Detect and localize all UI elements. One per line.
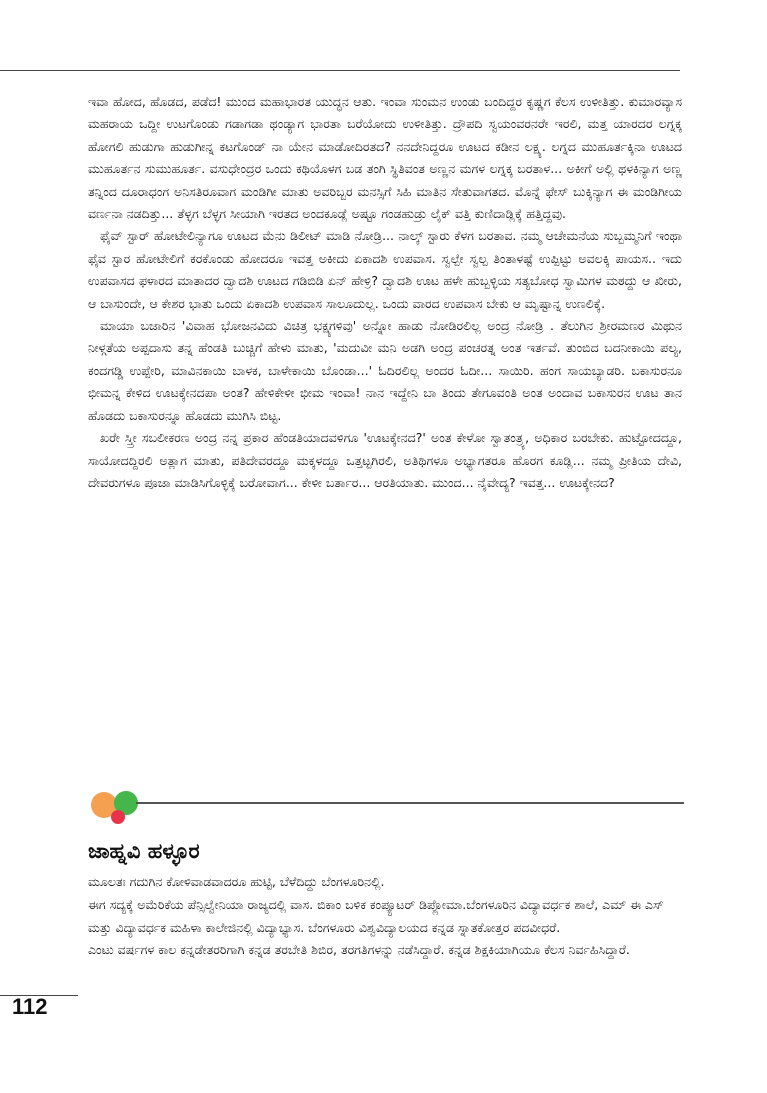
top-rule — [0, 70, 680, 71]
bio-line: ಈಗ ಸದ್ಯಕ್ಕೆ ಅಮೆರಿಕೆಯ ಪೆನ್ಸಿಲ್ವೇನಿಯಾ ರಾಜ್ಯದಲ್ಲಿ ವಾಸ. ಬಿಕಾಂ ಬಳಿಕ ಕಂಪ್ಯೂಟರ್ ಡಿಪ್ಲೋಮಾ.ಬೆಂಗಳೂರಿನ ವಿದ್ಯಾವರ್ಧಕ ಶಾಲೆ, ಎಮ್ ಈ ಎಸ್ ಮತ್ತು ವಿದ್ಯಾವರ್ಧಕ ಮಹಿಳಾ ಕಾಲೇಜಿನಲ್ಲಿ ವಿದ್ಯಾಭ್ಯಾಸ. ಬೆಂಗಳೂರು ವಿಶ್ವವಿದ್ಯಾಲಯದ ಕನ್ನಡ ಸ್ನಾತಕೋತ್ತರ ಪದವೀಧರೆ. — [88, 896, 664, 935]
bio-line: ಮೂಲತಃ ಗದುಗಿನ ಕೋಳಿವಾಡವಾದರೂ ಹುಟ್ಟಿ, ಬೆಳೆದಿದ್ದು ಬೆಂಗಳೂರಿನಲ್ಲಿ. — [88, 874, 385, 889]
author-bio — [88, 871, 682, 962]
author-name: ಜಾಹ್ನವಿ ಹಳ್ಳೂರ — [88, 839, 200, 863]
article-paragraph: ಮಾಯಾ ಬಜಾರಿನ 'ವಿವಾಹ ಭೋಜನವಿದು ವಿಚಿತ್ರ ಭಕ್ಷ್ಯಗಳಿವು' ಅನ್ನೋ ಹಾಡು ನೋಡಿರಲಿಲ್ಲ ಅಂದ್ರ ನೋಡ್ರಿ . ತೆಲುಗಿನ ಶ್ರೀರಮಣರ ಮಿಥುನ ನೀಳ್ಗತೆಯ ಅಪ್ಪದಾಸು ತನ್ನ ಹೆಂಡತಿ ಬುಚ್ಚಿಗೆ ಹೇಳು ಮಾತು, 'ಮದುವೀ ಮನಿ ಅಡಗಿ ಅಂದ್ರ ಪಂಚರತ್ನ ಅಂತ ಇರ್ತವೆ. ತುಂಬಿದ ಬದನೀಕಾಯಿ ಪಲ್ಯ, ಕಂದಗಡ್ಡಿ ಉಪ್ಪೇರಿ, ಮಾವಿನಕಾಯಿ ಬಾಳಕ, ಬಾಳೇಕಾಯಿ ಬೊಂಡಾ...' ಓದಿರಲಿಲ್ಲ ಅಂದರ ಓದೀ... ಸಾಯಿರಿ. ಹಂಗ ಸಾಯಬ್ಯಾಡರಿ. ಬಕಾಸುರನೂ ಭೀಮನ್ನ ಕೇಳಿದ ಊಟಕ್ಕೇನದಪಾ ಅಂತ? ಹೇಳಿಕೇಳೀ ಭೀಮ ಇಂವಾ! ನಾನ ಇದ್ದೇನಿ ಬಾ ತಿಂದು ತೇಗೂವಂತಿ ಅಂತ ಅಂದಾವ ಬಕಾಸುರನ ಊಟ ತಾನ ಹೊಡದು ಬಕಾಸುರನ್ನೂ ಹೊಡದು ಮುಗಿಸಿ ಬಿಟ್ಟ. — [88, 318, 682, 423]
article-paragraph: ಇವಾ ಹೋದ, ಹೊಡದ, ಪಡೆದ! ಮುಂದ ಮಹಾಭಾರತ ಯುದ್ಧನ ಆತು. ಇಂವಾ ಸುಂಮನ ಉಂಡು ಬಂದಿದ್ದರ ಕೃಷ್ಣಗ ಕೆಲಸ ಉಳೀತಿತ್ತು. ಕುಮಾರವ್ಯಾಸ ಮಹರಾಯ ಒದ್ದೀ ಉಟಗೊಂಡು ಗಡಾಗಡಾ ಥಂಡ್ಯಾಗ ಭಾರತಾ ಬರೆಯೋದು ಉಳೀತಿತ್ತು. ದ್ರೌಪದಿ ಸ್ವಯಂವರನರೇ ಇರಲಿ, ಮತ್ತ ಯಾರದರ ಲಗ್ನಕ್ಕ ಹೋಗಲಿ ಹುಡುಗಾ ಹುಡುಗೀನ್ನ ಕಟಗೊಂಡ್ ನಾ ಯೇನ ಮಾಡೋದಿರತದ? ನನದೇನಿದ್ದರೂ ಊಟದ ಕಡೀನ ಲಕ್ಷ್ಯ. ಲಗ್ನದ ಮುಹೂರ್ತಕ್ಕಿನಾ ಊಟದ ಮುಹೂರ್ತನ ಸುಮುಹೂರ್ತ. ವಸುಧೇಂದ್ರರ ಒಂದು ಕಥಿಯೊಳಗ ಬಡ ತಂಗಿ ಸ್ಥಿತಿವಂತ ಅಣ್ಣನ ಮಗಳ ಲಗ್ನಕ್ಕ ಬರತಾಳ... ಅಕೀಗೆ ಅಲ್ಲಿ ಥಳಕಿನ್ಯಾಗ ಅಣ್ಣ ತನ್ನಿಂದ ದೂರಾಧಂಗ ಅನಿಸತಿರೂವಾಗ ಮಂಡಿಗೀ ಮಾತು ಅವರಿಬ್ಬರ ಮನಸ್ಸಿಗೆ ಸಿಹಿ ಮಾತಿನ ಸೇತುವಾಗತದ. ಮೊನ್ನೆ ಫೇಸ್ ಬುಕ್ಕಿನ್ಯಾಗ ಈ ಮಂಡಿಗೀಯ ವರ್ಣನಾ ನಡದಿತ್ತು... ತೆಳ್ಳಗ ಬೆಳ್ಳಗ ಸೀಯಾಗಿ ಇರತದ ಅಂದಕೂಡ್ಲೆ ಅಷ್ಟೂ ಗಂಡಹುಡ್ರು ಲೈಕ್ ವತ್ತಿ ಕುಣಿದಾಡ್ಲಿಕ್ಕೆ ಹತ್ತಿದ್ದವು. — [88, 94, 682, 222]
article-body — [88, 91, 682, 494]
divider-line — [136, 802, 684, 804]
red-dot-icon — [111, 810, 125, 824]
bio-line: ಎಂಟು ವರ್ಷಗಳ ಕಾಲ ಕನ್ನಡೇತರರಿಗಾಗಿ ಕನ್ನಡ ತರಬೇತಿ ಶಿಬಿರ, ತರಗತಿಗಳನ್ನು ನಡೆಸಿದ್ದಾರೆ. ಕನ್ನಡ ಶಿಕ್ಷಕಿಯಾಗಿಯೂ ಕೆಲಸ ನಿರ್ವಹಿಸಿದ್ದಾರೆ. — [88, 942, 630, 958]
page-number: 112 — [12, 994, 48, 1019]
article-paragraph: ಫೈವ್ ಸ್ಟಾರ್ ಹೋಟೇಲಿನ್ಯಾಗೂ ಊಟದ ಮೆನು ಡಿಲೀಟ್ ಮಾಡಿ ನೋಡ್ರಿ... ನಾಲ್ಕ್ ಸ್ಟಾರು ಕೆಳಗ ಬರತಾವ. ನಮ್ಮ ಆಚೇಮನೆಯ ಸುಬ್ಬಮ್ಮನಿಗೆ ಇಂಥಾ ಫೈವ ಸ್ಟಾರ ಹೋಟೇಲಿಗೆ ಕರಕೊಂಡು ಹೋದರೂ ಇವತ್ತ ಅಕೀದು ಏಕಾದಶಿ ಉಪವಾಸ. ಸ್ವಲ್ಪೇ ಸ್ವಲ್ಪ ತಿಂತಾಳಷ್ಟೆ ಉಪ್ಪಿಟ್ಟು ಅವಲಕ್ಕಿ ಪಾಯಸ.. ಇದು ಉಪವಾಸದ ಫಳಾರದ ಮಾತಾದರ ದ್ವಾದಶಿ ಊಟದ ಗಡಿಬಿಡಿ ಏನ್ ಹೇಳ್ರಿ? ದ್ವಾದಶಿ ಊಟ ಹಳೇ ಹುಬ್ಬಳ್ಳಿಯ ಸತ್ಯಬೋಧ ಸ್ವಾಮಿಗಳ ಮಠದ್ದು ಆ ಖೀರು, ಆ ಬಾಸುಂದೇ, ಆ ಕೇಶರ ಭಾತು ಒಂದು ಏಕಾದಶಿ ಉಪವಾಸ ಸಾಲೂದುಲ್ಲ. ಒಂದು ವಾರದ ಉಪವಾಸ ಬೇಕು ಆ ಮೃಷ್ಟಾನ್ನ ಉಣಲಿಕ್ಕೆ. — [88, 228, 682, 311]
article-paragraph: ಖರೇ ಸ್ತ್ರೀ ಸಬಲೀಕರಣ ಅಂದ್ರ ನನ್ನ ಪ್ರಕಾರ ಹೆಂಡತಿಯಾದವಳಿಗೂ 'ಊಟಕ್ಕೇನದ?' ಅಂತ ಕೇಳೋ ಸ್ವಾತಂತ್ರ್ಯ, ಅಧಿಕಾರ ಬರಬೇಕು. ಹುಟ್ಟೋದದ್ದೂ, ಸಾಯೋದದ್ದಿರಲಿ ಅತ್ಲಾಗ ಮಾತು, ಪತಿದೇವರದ್ದೂ ಮಕ್ಕಳದ್ದೂ ಒತ್ತಟ್ಟಗಿರಲಿ, ಅತಿಥಿಗಳೂ ಅಭ್ಯಾಗತರೂ ಹೊರಗ ಕೂಡ್ಲಿ... ನಮ್ಮ ಪ್ರೀತಿಯ ದೇವಿ, ದೇವರುಗಳೂ ಪೂಜಾ ಮಾಡಿಸಿಗೊಳ್ಳಿಕ್ಕೆ ಬರೋವಾಗ... ಕೇಳೀ ಬರ್ತಾರ... ಆರತಿಯಾತು. ಮುಂದ... ನೈವೇದ್ಯ? ಇವತ್ತ... ಊಟಕ್ಕೇನದ? — [88, 430, 682, 490]
section-divider — [88, 790, 684, 830]
